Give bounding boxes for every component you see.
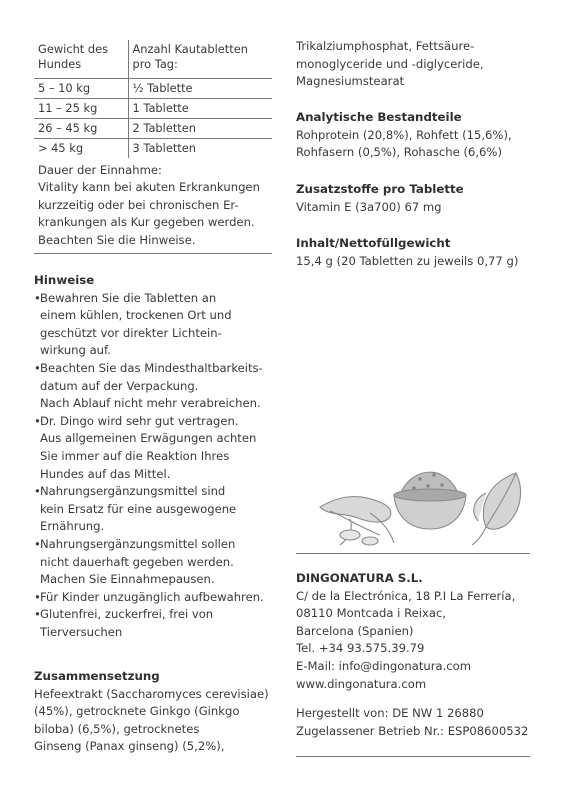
list-item	[34, 360, 274, 413]
company-address-line: Barcelona (Spanien)	[296, 623, 414, 638]
zusatzstoffe-section	[296, 181, 536, 216]
weight-cell: 5 – 10 kg	[34, 78, 128, 98]
list-item-line: Sie immer auf die Reaktion Ihres	[40, 448, 230, 463]
list-item-line: Nahrungsergänzungsmittel sollen	[40, 536, 236, 551]
hinweise-section	[34, 272, 274, 641]
dosage-note-line: Beachten Sie die Hinweise.	[38, 232, 196, 247]
dosage-table-header	[34, 40, 272, 78]
list-item-line: Glutenfrei, zuckerfrei, frei von	[40, 607, 214, 622]
zusammensetzung-title: Zusammensetzung	[34, 669, 160, 683]
list-item-text	[40, 589, 274, 607]
company-email: E-Mail: info@dingonatura.com	[296, 658, 472, 673]
bullet-icon: •	[34, 536, 41, 551]
list-item-line: einem kühlen, trockenen Ort und	[40, 308, 232, 323]
zusammensetzung-section	[34, 668, 274, 756]
list-item-text	[40, 360, 274, 413]
list-item	[34, 413, 274, 483]
list-item-line: Hundes auf das Mittel.	[40, 466, 171, 481]
list-item	[34, 536, 274, 589]
table-row	[34, 138, 272, 158]
zusammensetzung-continued	[296, 38, 536, 91]
table-row	[34, 98, 272, 118]
table-row	[34, 78, 272, 98]
tablets-cell: 2 Tabletten	[128, 118, 272, 138]
header-tablets: Anzahl Kautabletten pro Tag:	[132, 42, 248, 71]
bullet-icon: •	[34, 607, 41, 622]
list-item-line: datum auf der Verpackung.	[40, 378, 199, 393]
zusatzstoffe-title: Zusatzstoffe pro Tablette	[296, 182, 464, 196]
table-row	[34, 118, 272, 138]
herbs-illustration	[310, 455, 530, 550]
bullet-icon: •	[34, 484, 41, 499]
dosage-table	[34, 40, 272, 158]
company-website: www.dingonatura.com	[296, 676, 427, 691]
company-address-line: C/ de la Electrónica, 18 P.I La Ferrería,	[296, 588, 516, 603]
zusammensetzung-line: biloba) (6,5%), getrocknetes	[34, 721, 200, 736]
tablets-cell: ½ Tablette	[128, 78, 272, 98]
bullet-icon: •	[34, 360, 41, 375]
weight-cell: 11 – 25 kg	[34, 98, 128, 118]
dosage-note-line: kurzzeitig oder bei chronischen Er-	[38, 197, 239, 212]
list-item	[34, 589, 274, 607]
bullet-icon: •	[34, 413, 41, 428]
list-item-line: Bewahren Sie die Tabletten an	[40, 290, 217, 305]
dosage-note-line: krankungen als Kur gegeben werden.	[38, 215, 255, 230]
list-item-line: Dr. Dingo wird sehr gut vertragen.	[40, 413, 239, 428]
manufacturer-line: Hergestellt von: DE NW 1 26880	[296, 706, 484, 720]
company-address-line: 08110 Montcada i Reixac,	[296, 606, 447, 621]
company-divider-bottom	[296, 756, 530, 757]
analytische-line: Rohfasern (0,5%), Rohasche (6,6%)	[296, 145, 502, 160]
tablets-cell: 3 Tabletten	[128, 138, 272, 158]
analytische-title: Analytische Bestandteile	[296, 110, 462, 124]
zusammensetzung-cont-line: Trikalziumphosphat, Fettsäure-	[296, 39, 475, 53]
zusatzstoffe-line: Vitamin E (3a700) 67 mg	[296, 199, 442, 214]
dosage-note	[34, 162, 272, 254]
list-item-line: Beachten Sie das Mindesthaltbarkeits-	[40, 360, 263, 375]
powder-bowl-icon	[394, 472, 466, 529]
company-divider-top	[296, 553, 530, 554]
hinweise-title: Hinweise	[34, 273, 95, 287]
weight-cell: 26 – 45 kg	[34, 118, 128, 138]
bullet-icon: •	[34, 290, 41, 305]
manufacturer-line: Zugelassener Betrieb Nr.: ESP08600532	[296, 723, 529, 738]
inhalt-section	[296, 235, 536, 270]
list-item-line: Ernährung.	[40, 519, 105, 534]
manufacturer-section	[296, 705, 536, 740]
zusammensetzung-cont-line: monoglyceride und -diglyceride,	[296, 56, 484, 71]
ginseng-root-icon	[320, 497, 394, 545]
list-item-text	[40, 483, 274, 536]
dosage-note-line: Dauer der Einnahme:	[38, 163, 162, 177]
analytische-line: Rohprotein (20,8%), Rohfett (15,6%),	[296, 127, 512, 142]
company-phone: Tel. +34 93.575.39.79	[296, 641, 425, 656]
ginkgo-leaf-icon	[472, 473, 521, 545]
list-item	[34, 606, 274, 641]
list-item-line: kein Ersatz für eine ausgewogene	[40, 501, 237, 516]
list-item-line: Aus allgemeinen Erwägungen achten	[40, 431, 257, 446]
list-item-line: Nach Ablauf nicht mehr verabreichen.	[40, 396, 261, 411]
zusammensetzung-line: Hefeextrakt (Saccharomyces cerevisiae)	[34, 686, 269, 701]
list-item-text	[40, 413, 274, 483]
list-item	[34, 290, 274, 360]
company-section	[296, 570, 536, 693]
list-item-line: Für Kinder unzugänglich aufbewahren.	[40, 589, 264, 604]
list-item-line: Machen Sie Einnahmepausen.	[40, 572, 215, 587]
weight-cell: > 45 kg	[34, 138, 128, 158]
company-name: DINGONATURA S.L.	[296, 571, 423, 585]
dosage-note-line: Vitality kann bei akuten Erkrankungen	[38, 180, 260, 195]
tablets-cell: 1 Tablette	[128, 98, 272, 118]
inhalt-title: Inhalt/Nettofüllgewicht	[296, 236, 451, 250]
inhalt-line: 15,4 g (20 Tabletten zu jeweils 0,77 g)	[296, 253, 519, 268]
header-weight: Gewicht des Hundes	[34, 40, 128, 78]
list-item-text	[40, 290, 274, 360]
list-item-line: Tierversuchen	[40, 624, 123, 639]
list-item-text	[40, 606, 274, 641]
zusammensetzung-line: Ginseng (Panax ginseng) (5,2%),	[34, 739, 225, 754]
hinweise-list	[34, 290, 274, 642]
list-item	[34, 483, 274, 536]
analytische-section	[296, 109, 536, 162]
list-item-line: geschützt vor direkter Lichtein-	[40, 325, 222, 340]
list-item-line: nicht dauerhaft gegeben werden.	[40, 554, 234, 569]
list-item-line: Nahrungsergänzungsmittel sind	[40, 484, 226, 499]
list-item-text	[40, 536, 274, 589]
list-item-line: wirkung auf.	[40, 343, 111, 358]
zusammensetzung-line: (45%), getrocknete Ginkgo (Ginkgo	[34, 704, 240, 719]
bullet-icon: •	[34, 589, 41, 604]
zusammensetzung-cont-line: Magnesiumstearat	[296, 74, 405, 89]
